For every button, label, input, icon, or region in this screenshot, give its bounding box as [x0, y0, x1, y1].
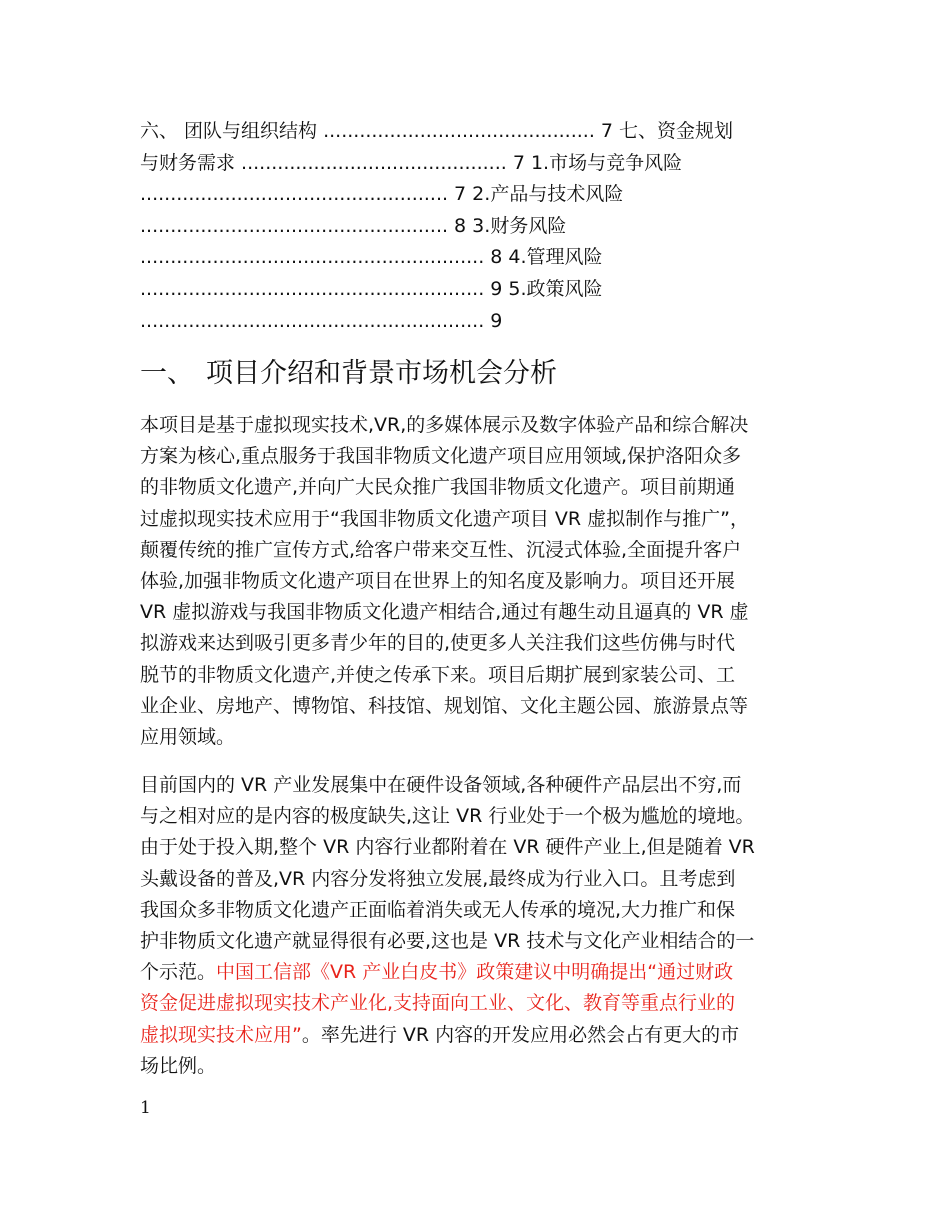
highlighted-policy-text: 虚拟现实技术应用”: [140, 1023, 302, 1046]
paragraph-line: 应用领域。: [140, 726, 236, 749]
paragraph-line: 体验,加强非物质文化遗产项目在世界上的知名度及影响力。项目还开展: [140, 570, 736, 593]
paragraph-intro: [140, 410, 822, 753]
paragraph-line: VR 虚拟游戏与我国非物质文化遗产相结合,通过有趣生动且逼真的 VR 虚: [140, 601, 749, 624]
section-heading: [140, 354, 820, 394]
paragraph-line: 拟游戏来达到吸引更多青少年的目的,使更多人关注我们这些仿佛与时代: [140, 632, 736, 655]
plain-text: 。率先进行 VR 内容的开发应用必然会占有更大的市: [301, 1023, 740, 1046]
paragraph-line: [140, 957, 822, 988]
paragraph-line: 场比例。: [140, 1054, 217, 1077]
paragraph-line: 的非物质文化遗产,并向广大民众推广我国非物质文化遗产。项目前期通: [140, 476, 736, 499]
highlighted-policy-text: 资金促进虚拟现实技术产业化,支持面向工业、文化、教育等重点行业的: [140, 992, 736, 1015]
highlighted-policy-text: 中国工信部《VR 产业白皮书》政策建议中明确提出“通过财政: [216, 961, 734, 984]
paragraph-line: 由于处于投入期,整个 VR 内容行业都附着在 VR 硬件产业上,但是随着 VR: [140, 836, 755, 859]
paragraph-line: 我国众多非物质文化遗产正面临着消失或无人传承的境况,大力推广和保: [140, 898, 736, 921]
paragraph-line: 目前国内的 VR 产业发展集中在硬件设备领域,各种硬件产品层出不穷,而: [140, 774, 742, 796]
paragraph-line: 脱节的非物质文化遗产,并使之传承下来。项目后期扩展到家装公司、工: [140, 663, 736, 686]
paragraph-line: [140, 1020, 822, 1051]
toc-line: ......................................................... 8 4.管理风险: [140, 246, 603, 269]
toc-line: 与财务需求 ............................................ 7 1.市场与竞争风险: [140, 151, 683, 174]
section-title: 项目介绍和背景市场机会分析: [206, 358, 557, 389]
paragraph-line: 头戴设备的普及,VR 内容分发将独立发展,最终成为行业入口。且考虑到: [140, 867, 736, 890]
toc-line: ................................................... 7 2.产品与技术风险: [140, 183, 624, 206]
table-of-contents: [140, 116, 820, 337]
section-number: 一、: [140, 358, 194, 389]
toc-line: ......................................................... 9 5.政策风险: [140, 277, 603, 300]
paragraph-market: [140, 770, 822, 1082]
toc-line: ................................................... 8 3.财务风险: [140, 214, 567, 237]
toc-line: ......................................................... 9: [140, 309, 503, 332]
paragraph-line: 护非物质文化遗产就显得很有必要,这也是 VR 技术与文化产业相结合的一: [140, 930, 755, 953]
paragraph-line: 颠覆传统的推广宣传方式,给客户带来交互性、沉浸式体验,全面提升客户: [140, 538, 742, 561]
paragraph-line: 本项目是基于虚拟现实技术,VR,的多媒体展示及数字体验产品和综合解决: [140, 414, 749, 436]
paragraph-line: 与之相对应的是内容的极度缺失,这让 VR 行业处于一个极为尴尬的境地。: [140, 805, 755, 828]
paragraph-line: [140, 988, 822, 1019]
page-number: 1: [140, 1098, 151, 1118]
toc-line: 六、 团队与组织结构 ............................................. 7 七、资金规划: [140, 120, 734, 142]
paragraph-line: 过虚拟现实技术应用于“我国非物质文化遗产项目 VR 虚拟制作与推广”，: [140, 507, 749, 530]
paragraph-line: 业企业、房地产、博物馆、科技馆、规划馆、文化主题公园、旅游景点等: [140, 694, 749, 717]
plain-text: 个示范。: [140, 961, 217, 984]
paragraph-line: 方案为核心,重点服务于我国非物质文化遗产项目应用领域,保护洛阳众多: [140, 445, 742, 468]
